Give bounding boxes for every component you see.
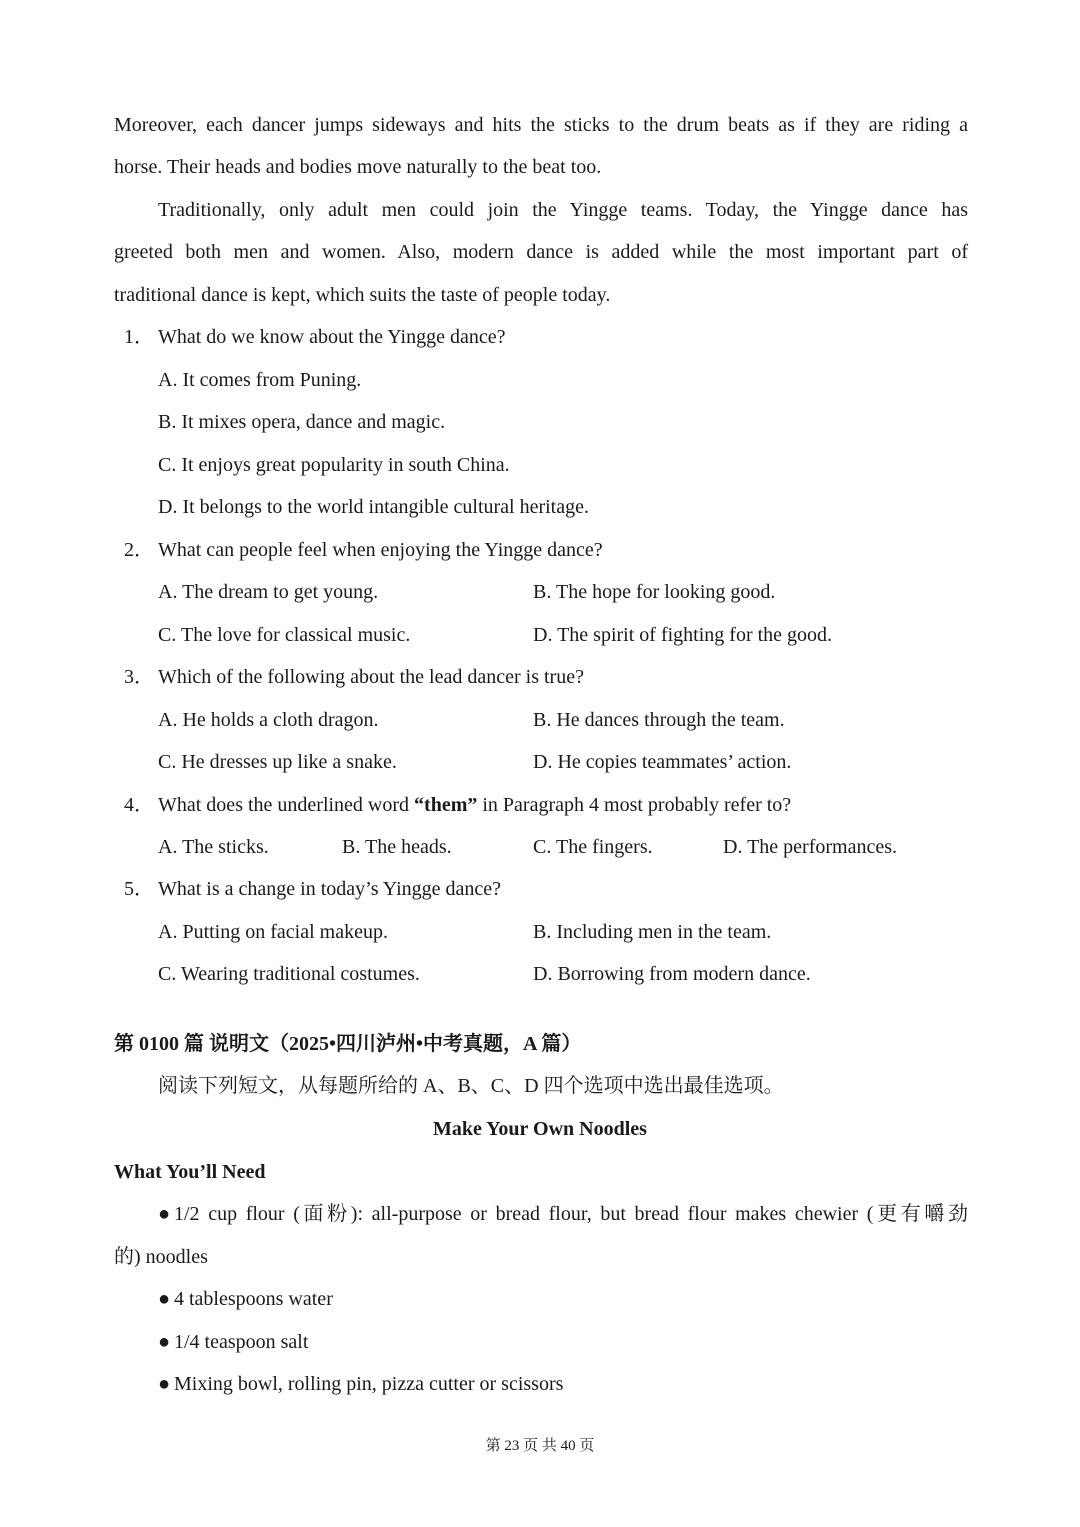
bullet-text: 1/4 teaspoon salt [174, 1331, 309, 1353]
bullet-text: 1/2 cup flour (面粉): all-purpose or bread flour, but bread flour makes chewier (更有嚼劲 [174, 1203, 968, 1225]
option-a: A. The sticks. [158, 836, 269, 858]
option-b: B. The hope for looking good. [533, 581, 776, 603]
bullet-text: 4 tablespoons water [174, 1288, 333, 1310]
option-d: D. The performances. [723, 836, 898, 858]
bullet-text: Mixing bowl, rolling pin, pizza cutter or scissors [174, 1373, 564, 1395]
passage-line: traditional dance is kept, which suits the taste of people today. [114, 284, 611, 306]
option-b: B. The heads. [342, 836, 452, 858]
question-4 [124, 793, 791, 817]
bullet-item [158, 1287, 333, 1311]
question-5 [124, 877, 501, 901]
option-c: C. Wearing traditional costumes. [158, 963, 420, 985]
option-c: C. It enjoys great popularity in south China. [158, 454, 510, 476]
option-b: B. It mixes opera, dance and magic. [158, 411, 446, 433]
underlined-word: “them” [414, 794, 478, 816]
option-a: A. He holds a cloth dragon. [158, 709, 379, 731]
option-a: A. Putting on facial makeup. [158, 921, 388, 943]
question-stem: What can people feel when enjoying the Yingge dance? [158, 539, 603, 561]
bullet-icon: ● [158, 1288, 171, 1310]
option-d: D. The spirit of fighting for the good. [533, 624, 833, 646]
question-stem: What is a change in today’s Yingge dance? [158, 878, 502, 900]
bullet-icon: ● [158, 1373, 171, 1395]
passage-line: Moreover, each dancer jumps sideways and hits the sticks to the drum beats as if they are riding a [114, 114, 968, 136]
page-footer: 第 23 页 共 40 页 [485, 1438, 595, 1454]
option-c: C. He dresses up like a snake. [158, 751, 397, 773]
question-3 [124, 665, 584, 689]
question-number: 5． [124, 878, 154, 900]
bullet-item [158, 1330, 308, 1354]
passage-line: horse. Their heads and bodies move naturally to the beat too. [114, 156, 602, 178]
option-c: C. The love for classical music. [158, 624, 411, 646]
passage-line: Traditionally, only adult men could join the Yingge teams. Today, the Yingge dance has [158, 199, 968, 221]
section-instruction: 阅读下列短文，从每题所给的 A、B、C、D 四个选项中选出最佳选项。 [158, 1075, 784, 1097]
bullet-item [158, 1202, 968, 1226]
option-d: D. Borrowing from modern dance. [533, 963, 811, 985]
article-title: Make Your Own Noodles [433, 1118, 647, 1140]
option-d: D. It belongs to the world intangible cultural heritage. [158, 496, 589, 518]
bullet-item [158, 1372, 563, 1396]
subheading: What You’ll Need [114, 1161, 266, 1183]
option-d: D. He copies teammates’ action. [533, 751, 792, 773]
question-number: 2． [124, 539, 154, 561]
option-b: B. Including men in the team. [533, 921, 772, 943]
option-a: A. The dream to get young. [158, 581, 379, 603]
option-b: B. He dances through the team. [533, 709, 785, 731]
question-stem: Which of the following about the lead dancer is true? [158, 666, 584, 688]
question-stem: What do we know about the Yingge dance? [158, 326, 506, 348]
section-heading: 第 0100 篇 说明文（2025•四川泸州•中考真题，A 篇） [114, 1033, 582, 1055]
bullet-continuation: 的) noodles [114, 1246, 208, 1268]
question-stem-end: in Paragraph 4 most probably refer to? [477, 794, 792, 816]
bullet-icon: ● [158, 1331, 171, 1353]
question-2 [124, 538, 603, 562]
question-number: 4． [124, 794, 154, 816]
option-a: A. It comes from Puning. [158, 369, 362, 391]
question-number: 1． [124, 326, 154, 348]
question-stem: What does the underlined word [158, 794, 415, 816]
option-c: C. The fingers. [533, 836, 653, 858]
question-number: 3． [124, 666, 154, 688]
passage-line: greeted both men and women. Also, modern dance is added while the most important part of [114, 241, 968, 263]
question-1 [124, 325, 505, 349]
bullet-icon: ● [158, 1203, 171, 1225]
